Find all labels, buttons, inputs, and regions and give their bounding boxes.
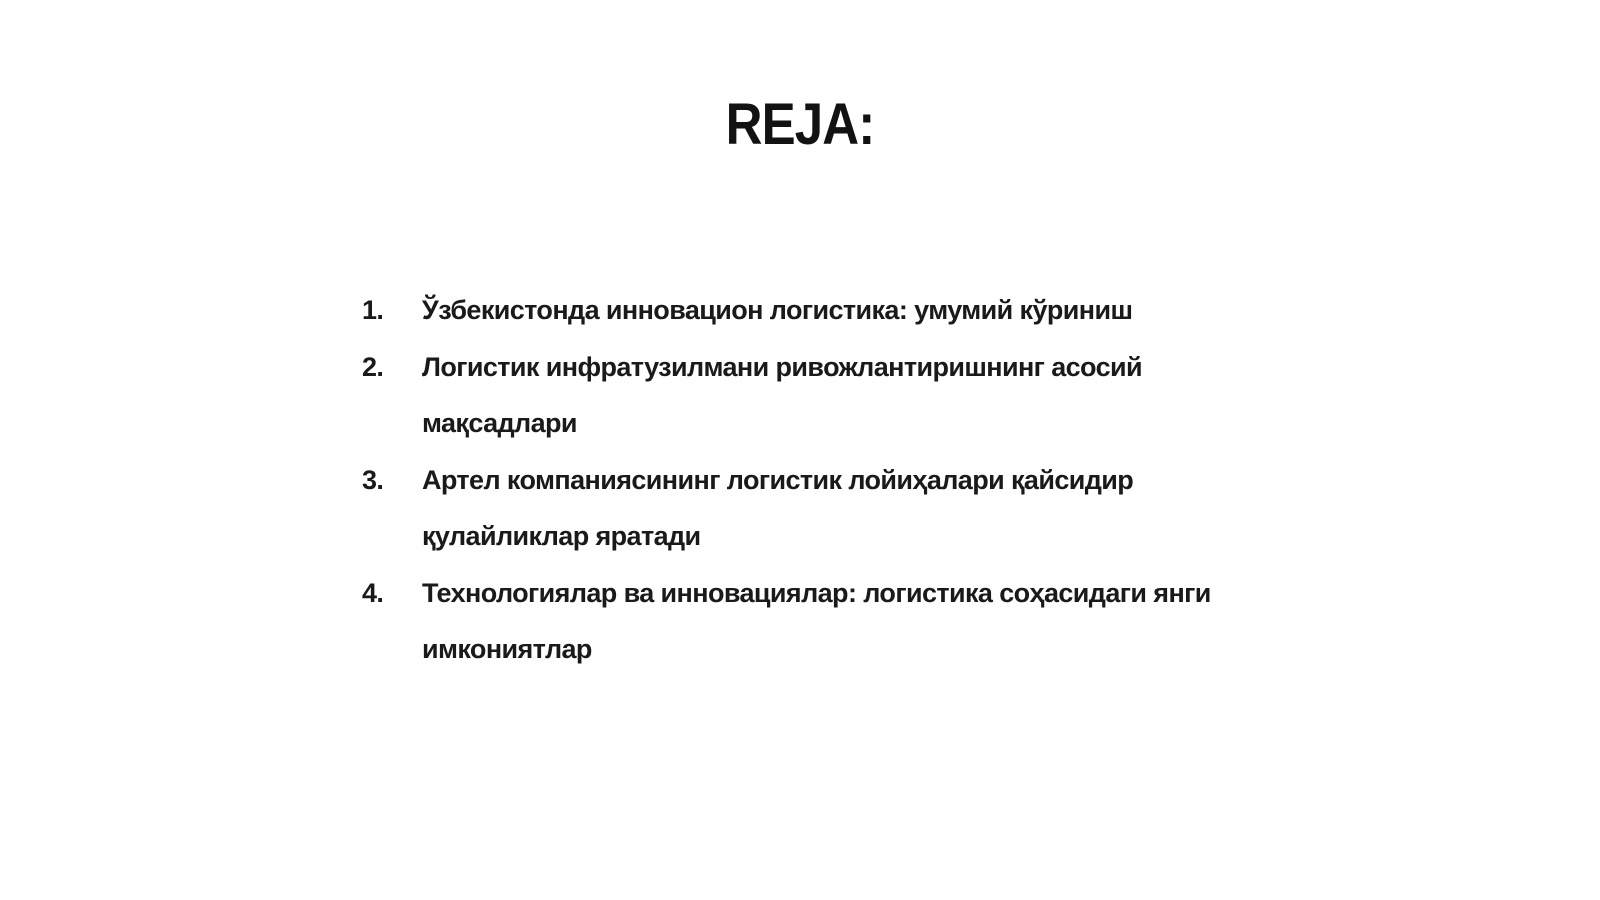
plan-item-3 bbox=[362, 452, 1222, 565]
plan-item-text: Артел компаниясининг логистик лойиҳалари қайсидир қулайликлар яратади bbox=[422, 464, 1134, 551]
plan-item-2 bbox=[362, 339, 1222, 452]
plan-item-text: Логистик инфратузилмани ривожлантиришнинг асосий мақсадлари bbox=[422, 351, 1142, 438]
plan-item-4 bbox=[362, 565, 1222, 678]
plan-item-number: 3. bbox=[362, 464, 384, 495]
plan-list bbox=[362, 282, 1222, 678]
plan-item-number: 4. bbox=[362, 577, 384, 608]
plan-item-number: 2. bbox=[362, 351, 384, 382]
slide-title: REJA: bbox=[725, 92, 875, 157]
plan-item-text: Ўзбекистонда инновацион логистика: умумий кўриниш bbox=[422, 295, 1133, 325]
plan-item-text: Технологиялар ва инновациялар: логистика соҳасидаги янги имкониятлар bbox=[422, 577, 1211, 664]
plan-item-1 bbox=[362, 282, 1222, 339]
plan-item-number: 1. bbox=[362, 295, 384, 325]
